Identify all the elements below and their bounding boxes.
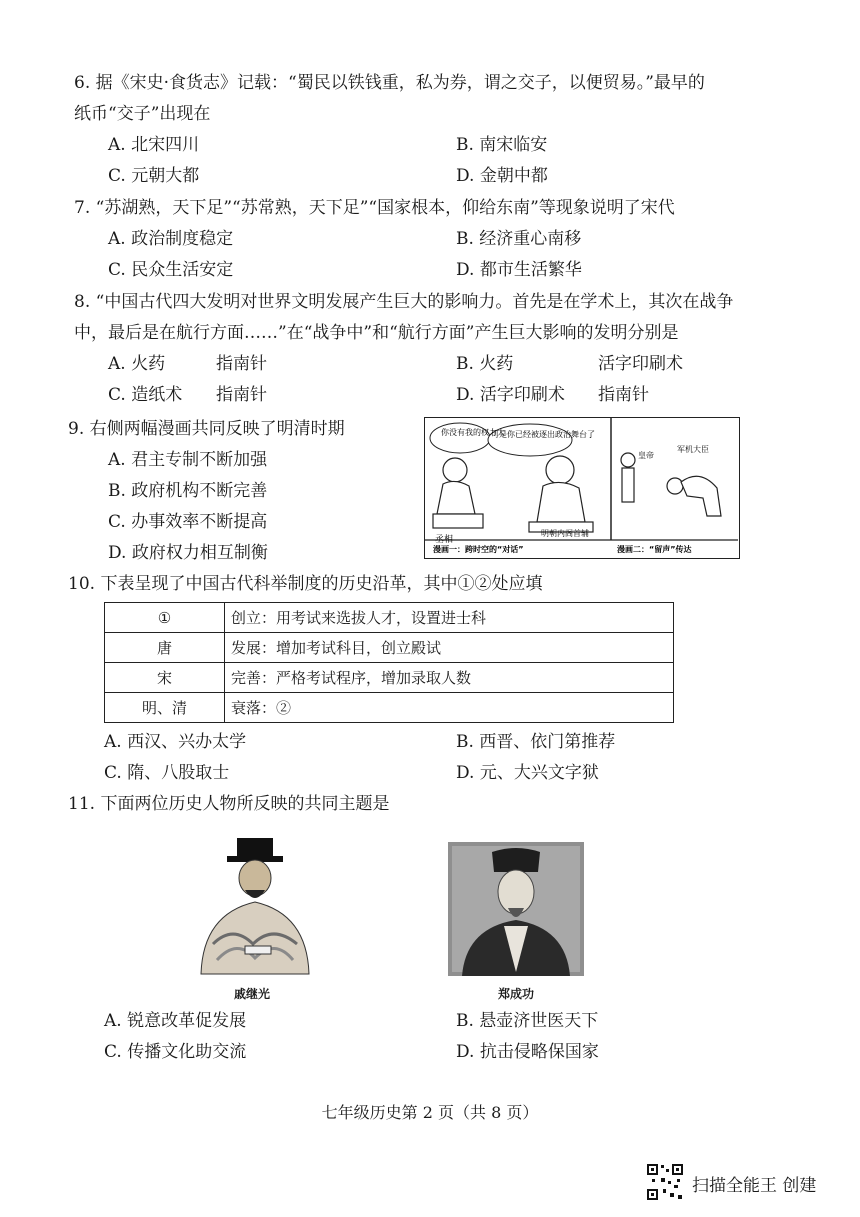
q10-option-b: B. 西晋、依门第推荐 (456, 732, 616, 752)
q11-option-b: B. 悬壶济世医天下 (456, 1011, 599, 1031)
q7-option-b: B. 经济重心南移 (456, 229, 582, 249)
q11-stem-line1: 11. 下面两位历史人物所反映的共同主题是 (68, 794, 390, 814)
table-row (105, 603, 674, 633)
q7-option-c: C. 民众生活安定 (108, 260, 234, 280)
q11-option-c: C. 传播文化助交流 (104, 1042, 247, 1062)
q10-option-a: A. 西汉、兴办太学 (104, 732, 247, 752)
q9-cartoon-drawing (425, 418, 738, 557)
q6-option-a: A. 北宋四川 (108, 135, 200, 155)
era-cell: 宋 (105, 663, 225, 693)
q8-stem-line1: 8. “中国古代四大发明对世界文明发展产生巨大的影响力。首先是在学术上，其次在战争 (74, 292, 734, 312)
q9-option-d: D. 政府权力相互制衡 (108, 543, 268, 563)
desc-cell: 发展：增加考试科目，创立殿试 (225, 633, 674, 663)
q8-option-c-part2: 指南针 (216, 385, 267, 405)
q10-option-c: C. 隋、八股取士 (104, 763, 230, 783)
q9-stem-line1: 9. 右侧两幅漫画共同反映了明清时期 (68, 419, 345, 439)
q6-option-c: C. 元朝大都 (108, 166, 200, 186)
qr-code-icon (646, 1163, 684, 1201)
table-row (105, 633, 674, 663)
q10-stem-line1: 10. 下表呈现了中国古代科举制度的历史沿革，其中①②处应填 (68, 574, 543, 594)
q11-option-d: D. 抗击侵略保国家 (456, 1042, 599, 1062)
cartoon2-caption: 漫画二：“留声”传达 (617, 545, 692, 554)
bubble2-text: 可是你已经被逐出政治舞台了 (491, 430, 595, 439)
keju-history-table (104, 602, 674, 723)
page-footer: 七年级历史第 2 页（共 8 页） (321, 1103, 539, 1122)
chancellor-figure (433, 458, 483, 528)
grand-secretary-figure (529, 456, 593, 532)
bubble1-text: 你没有我的权力大 (441, 428, 505, 437)
q11-option-a: A. 锐意改革促发展 (104, 1011, 247, 1031)
q6-option-d: D. 金朝中都 (456, 166, 548, 186)
era-cell: ① (105, 603, 225, 633)
label-minister: 军机大臣 (677, 445, 709, 454)
q6-option-b: B. 南宋临安 (456, 135, 548, 155)
table-row (105, 693, 674, 723)
desc-cell: 衰落：② (225, 693, 674, 723)
q10-option-d: D. 元、大兴文字狱 (456, 763, 599, 783)
era-cell: 唐 (105, 633, 225, 663)
label-grand-secretary: 明朝内阁首辅 (541, 529, 589, 538)
q8-option-b-part1: B. 火药 (456, 354, 514, 374)
table-row (105, 663, 674, 693)
q6-stem-line1: 6. 据《宋史·食货志》记载：“蜀民以铁钱重，私为券，谓之交子，以便贸易。”最早的 (74, 73, 705, 93)
q7-option-a: A. 政治制度稳定 (108, 229, 234, 249)
q9-option-c: C. 办事效率不断提高 (108, 512, 268, 532)
q6-stem-line2: 纸币“交子”出现在 (74, 104, 211, 124)
q7-stem-line1: 7. “苏湖熟，天下足”“苏常熟，天下足”“国家根本，仰给东南”等现象说明了宋代 (74, 198, 675, 218)
q8-option-c-part1: C. 造纸术 (108, 385, 183, 405)
kneeling-minister-figure (667, 476, 721, 516)
scanner-watermark: 扫描全能王 创建 (692, 1176, 817, 1196)
q8-option-a-part1: A. 火药 (108, 354, 166, 374)
q9-option-b: B. 政府机构不断完善 (108, 481, 268, 501)
q9-option-a: A. 君主专制不断加强 (108, 450, 268, 470)
q7-option-d: D. 都市生活繁华 (456, 260, 582, 280)
desc-cell: 完善：严格考试程序，增加录取人数 (225, 663, 674, 693)
desc-cell: 创立：用考试来选拔人才，设置进士科 (225, 603, 674, 633)
emperor-figure (621, 453, 635, 502)
caption-qi-jiguang: 戚继光 (234, 987, 271, 1001)
q8-option-d-part2: 指南针 (598, 385, 649, 405)
q9-cartoon-panel (424, 417, 740, 559)
q8-option-b-part2: 活字印刷术 (598, 354, 683, 374)
label-chancellor: 丞相 (435, 535, 454, 545)
cartoon1-caption: 漫画一：跨时空的“对话” (433, 545, 524, 554)
q8-option-a-part2: 指南针 (216, 354, 267, 374)
qi-jiguang-portrait (193, 834, 317, 978)
zheng-chenggong-portrait (448, 842, 584, 976)
caption-zheng-chenggong: 郑成功 (498, 987, 535, 1001)
q8-option-d-part1: D. 活字印刷术 (456, 385, 565, 405)
era-cell: 明、清 (105, 693, 225, 723)
label-emperor: 皇帝 (638, 451, 654, 460)
q8-stem-line2: 中，最后是在航行方面……”在“战争中”和“航行方面”产生巨大影响的发明分别是 (74, 323, 679, 343)
